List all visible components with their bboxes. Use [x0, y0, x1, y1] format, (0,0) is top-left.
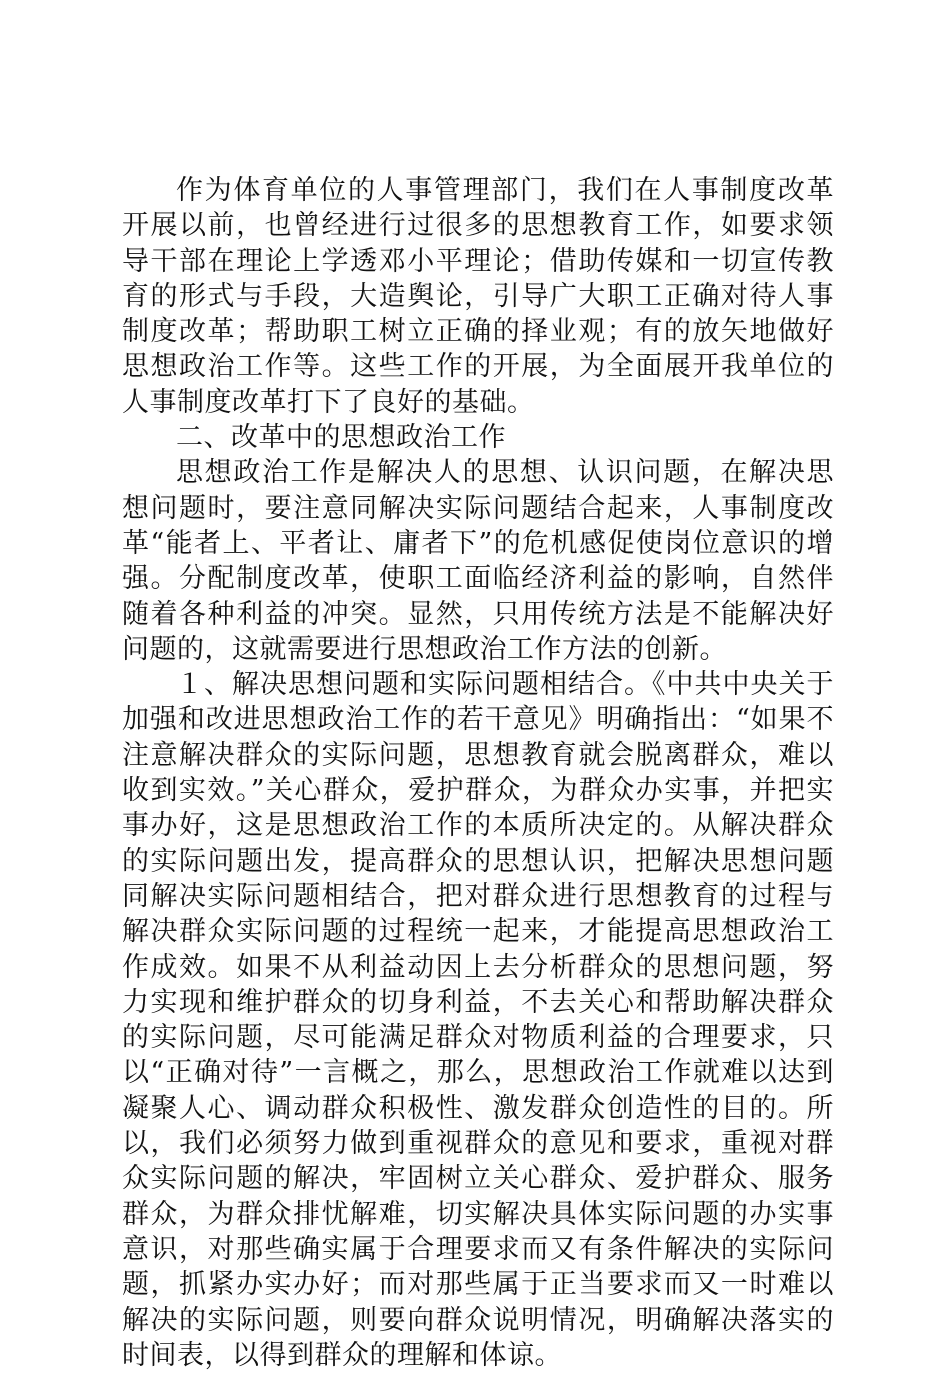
paragraph-overview: 思想政治工作是解决人的思想、认识问题，在解决思想问题时，要注意同解决实际问题结合起来，人事制度改革“能者上、平者让、庸者下”的危机感促使岗位意识的增强。分配制度改革，使职工面临经济利益的影响，自然伴随着各种利益的冲突。显然，只用传统方法是不能解决好问题的，这就需要进行思想政治工作方法的创新。	[122, 457, 834, 665]
document-body	[122, 173, 834, 1373]
paragraph-point-one: １、解决思想问题和实际问题相结合。《中共中央关于加强和改进思想政治工作的若干意见》明确指出：“如果不注意解决群众的实际问题，思想教育就会脱离群众，难以收到实效。”关心群众，爱护群众，为群众办实事，并把实事办好，这是思想政治工作的本质所决定的。从解决群众的实际问题出发，提高群众的思想认识，把解决思想问题同解决实际问题相结合，把对群众进行思想教育的过程与解决群众实际问题的过程统一起来，才能提高思想政治工作成效。如果不从利益动因上去分析群众的思想问题，努力实现和维护群众的切身利益，不去关心和帮助解决群众的实际问题，尽可能满足群众对物质利益的合理要求，只以“正确对待”一言概之，那么，思想政治工作就难以达到凝聚人心、调动群众积极性、激发群众创造性的目的。所以，我们必须努力做到重视群众的意见和要求，重视对群众实际问题的解决，牢固树立关心群众、爱护群众、服务群众，为群众排忧解难，切实解决具体实际问题的办实事意识，对那些确实属于合理要求而又有条件解决的实际问题，抓紧办实办好；而对那些属于正当要求而又一时难以解决的实际问题，则要向群众说明情况，明确解决落实的时间表，以得到群众的理解和体谅。	[122, 669, 834, 1371]
section-heading: 二、改革中的思想政治工作	[176, 422, 506, 454]
paragraph-intro: 作为体育单位的人事管理部门，我们在人事制度改革开展以前，也曾经进行过很多的思想教育工作，如要求领导干部在理论上学透邓小平理论；借助传媒和一切宣传教育的形式与手段，大造舆论，引导广大职工正确对待人事制度改革；帮助职工树立正确的择业观；有的放矢地做好思想政治工作等。这些工作的开展，为全面展开我单位的人事制度改革打下了良好的基础。	[122, 175, 834, 418]
